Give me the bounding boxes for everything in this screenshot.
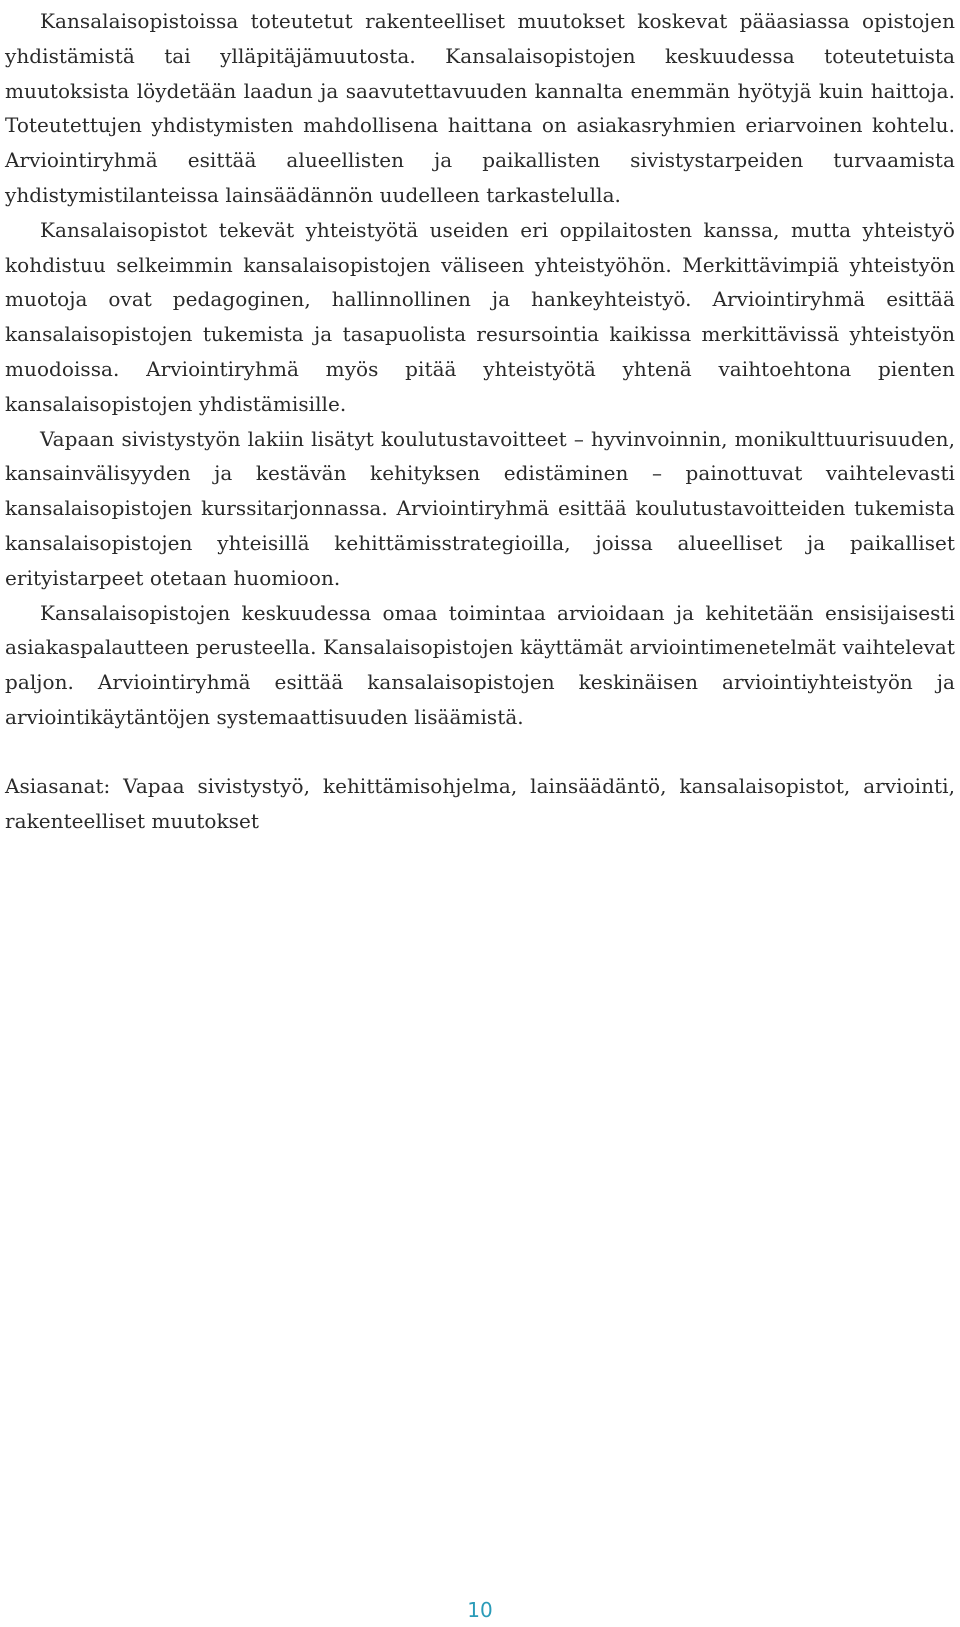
keywords-line: Asiasanat: Vapaa sivistystyö, kehittämisohjelma, lainsäädäntö, kansalaisopistot, arviointi, rakenteelliset muutokset [5, 773, 955, 833]
paragraph-cooperation: Kansalaisopistot tekevät yhteistyötä useiden eri oppilaitosten kanssa, mutta yhteistyö kohdistuu selkeimmin kansalaisopistojen väliseen yhteistyöhön. Merkittävimpiä yhteistyön muotoja ovat pedagoginen, hallinnollinen ja hankeyhteistyö. Arviointiryhmä esittää kansalaisopistojen tukemista ja tasapuolista resursointia kaikissa merkittävissä yhteistyön muodoissa. Arviointiryhmä myös pitää yhteistyötä yhtenä vaihtoehtona pienten kansalaisopistojen yhdistämisille. [5, 217, 955, 416]
page-number: 10 [467, 1598, 493, 1622]
paragraph-education-goals: Vapaan sivistystyön lakiin lisätyt koulutustavoitteet – hyvinvoinnin, monikulttuurisuuden, kansainvälisyyden ja kestävän kehityksen edistäminen – painottuvat vaihtelevasti kansalaisopistojen kurssitarjonnassa. Arviointiryhmä esittää koulutustavoitteiden tukemista kansalaisopistojen yhteisillä kehittämisstrategioilla, joissa alueelliset ja paikalliset erityistarpeet otetaan huomioon. [5, 426, 955, 590]
document-page [5, 0, 955, 838]
paragraph-structural-changes: Kansalaisopistoissa toteutetut rakenteelliset muutokset koskevat pääasiassa opistojen yhdistämistä tai ylläpitäjämuutosta. Kansalaisopistojen keskuudessa toteutetuista muutoksista löydetään laadun ja saavutettavuuden kannalta enemmän hyötyjä kuin haittoja. Toteutettujen yhdistymisten mahdollisena haittana on asiakasryhmien eriarvoinen kohtelu. Arviointiryhmä esittää alueellisten ja paikallisten sivistystarpeiden turvaamista yhdistymistilanteissa lainsäädännön uudelleen tarkastelulla. [5, 9, 955, 207]
paragraph-evaluation: Kansalaisopistojen keskuudessa omaa toimintaa arvioidaan ja kehitetään ensisijaisesti asiakaspalautteen perusteella. Kansalaisopistojen käyttämät arviointimenetelmät vaihtelevat paljon. Arviointiryhmä esittää kansalaisopistojen keskinäisen arviointiyhteistyön ja arviointikäytäntöjen systemaattisuuden lisäämistä. [5, 600, 955, 729]
